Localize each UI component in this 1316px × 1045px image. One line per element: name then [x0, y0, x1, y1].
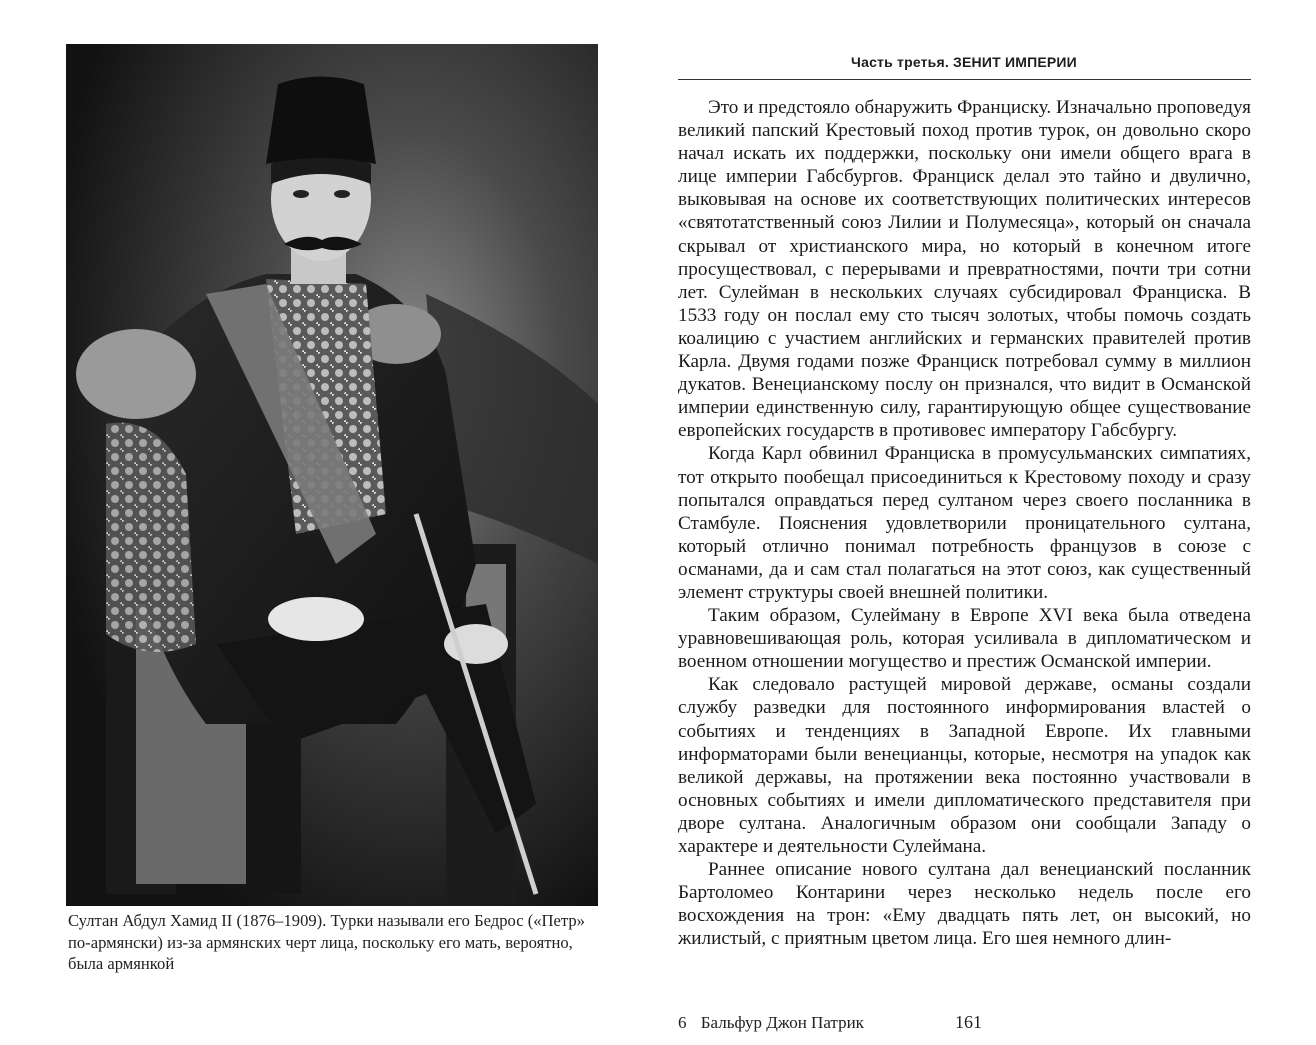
photo-caption: Султан Абдул Хамид II (1876–1909). Турки называли его Бедрос («Петр» по-армянски) из-за армянских черт лица, поскольку его мать, вероятно, была армянкой: [68, 911, 585, 973]
signature-text: Бальфур Джон Патрик: [700, 1013, 864, 1032]
sultan-portrait-photo: [66, 44, 598, 906]
paragraph: Таким образом, Сулейману в Европе XVI века была отведена уравновешивающая роль, которая усиливала в дипломатическом и военном отношении могущество и престиж Османской империи.: [678, 605, 1251, 673]
body-text: [678, 96, 1251, 950]
paragraph: Когда Карл обвинил Франциска в промусульманских симпатиях, тот открыто пообещал присоединиться к Крестовому походу и сразу попытался оправдаться перед султаном через своего посланника в Стамбуле. Пояснения удовлетворили проницательного султана, который отлично понимал потребность французов в союзе с османами, да и сам стал полагаться на этот союз, как существенный элемент структуры своей внешней политики.: [678, 443, 1251, 603]
paragraph: Раннее описание нового султана дал венецианский посланник Бартоломео Контарини через несколько недель после его восхождения на трон: «Ему двадцать пять лет, он высокий, но жилистый, с приятным цветом лица. Его шея немного длин-: [678, 859, 1251, 950]
page-number: 161: [955, 1012, 982, 1032]
running-head: Часть третья. ЗЕНИТ ИМПЕРИИ: [851, 54, 1077, 70]
paragraph: Это и предстояло обнаружить Франциску. Изначально проповедуя великий папский Крестовый поход против турок, он довольно скоро начал искать их поддержки, поскольку они имели общего врага в лице империи Габсбургов. Франциск делал это тайно и двулично, выковывая на основе их соответствующих политических интересов «святотатственный союз Лилии и Полумесяца», который он сначала скрывал от христианского мира, но который в конечном итоге просуществовал, с перерывами и превратностями, почти три сотни лет. Сулейман в нескольких случаях субсидировал Франциска. В 1533 году он послал ему сто тысяч золотых, чтобы помочь создать коалицию с участием английских и германских правителей против Карла. Двумя годами позже Франциск потребовал сумму в миллион дукатов. Венецианскому послу он признался, что видит в Османской империи единственную силу, гарантирующую общее существование европейских государств в противовес императору Габсбургу.: [678, 97, 1251, 442]
paragraph: Как следовало растущей мировой державе, османы создали службу разведки для постоянного информирования властей о событиях и тенденциях в Западной Европе. Их главными информаторами были венецианцы, которые, несмотря на упадок как великой державы, на протяжении века постоянно участвовали в основных событиях и имели дипломатического представителя при дворе султана. Аналогичным образом они сообщали Западу о характере и деятельности Сулеймана.: [678, 674, 1251, 857]
header-rule: [678, 79, 1251, 80]
signature-line: [678, 1013, 864, 1033]
portrait-illustration: [66, 44, 598, 906]
signature-number: 6: [678, 1013, 687, 1032]
